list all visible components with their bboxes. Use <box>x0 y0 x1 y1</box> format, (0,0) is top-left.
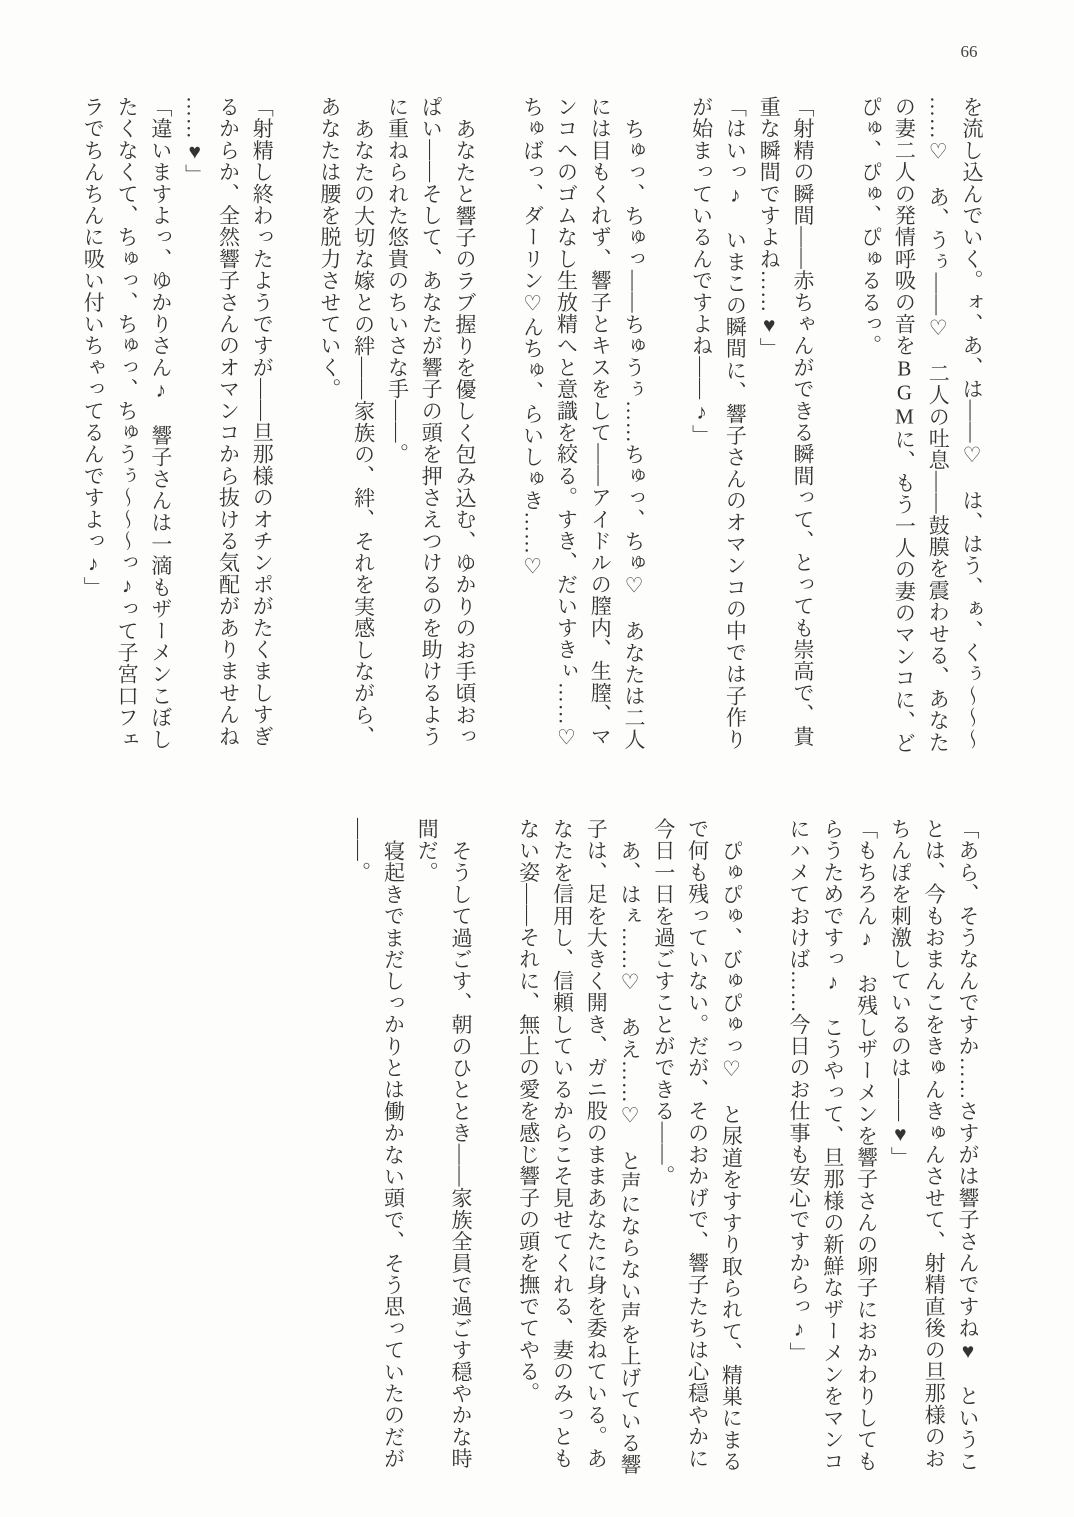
text-line: ぴゅ、ぴゅ、ぴゅるるっ。 <box>858 96 883 357</box>
text-line: らうためですっ♪ こうやって、旦那様の新鮮なザーメンをマンコ <box>820 818 845 1472</box>
text-line: 「はいっ♪ いまこの瞬間に、響子さんのオマンコの中では子作り <box>723 96 748 750</box>
text-line: 「射精し終わったようですが――旦那様のオチンポがたくましすぎ <box>250 96 275 747</box>
text-line: ちゅっ、ちゅっ――ちゅうぅ……ちゅっ、ちゅ♡ あなたは二人 <box>622 118 647 751</box>
text-line: 「違いますよっ、ゆかりさん♪ 響子さんは一滴もザーメンこぼし <box>148 96 173 750</box>
text-line: 今日一日を過ごすことができる――。 <box>651 818 676 1187</box>
text-line: にハメておけば……今日のお仕事も安心ですからっ♪」 <box>787 818 812 1364</box>
text-line: あなたの大切な嫁との絆――家族の、絆、それを実感しながら、 <box>351 118 376 748</box>
text-line: 寝起きでまだしっかりとは働かない頭で、そう思っていたのだが <box>381 840 406 1470</box>
blank-separator-line <box>747 818 781 1480</box>
text-line: あなたは腰を脱力させていく。 <box>317 96 342 400</box>
text-line: ……♡ あ、うぅ――♡ 二人の吐息――鼓膜を震わせる、あなた <box>926 96 951 753</box>
text-line: で何も残っていない。だが、そのおかげで、響子たちは心穏やかに <box>685 818 710 1469</box>
top-text-block <box>75 96 988 758</box>
text-line: には目もくれず、響子とキスをして――アイドルの膣内、生膣、マ <box>588 96 613 747</box>
text-line: ちゅばっ、ダーリン♡んちゅ、らいしゅき……♡ <box>520 96 545 580</box>
upright-latin-text: BGM <box>892 356 917 429</box>
text-line: 重な瞬間ですよね……♥」 <box>757 96 782 360</box>
text-line: ラでちんちんに吸い付いちゃってるんですよっ♪」 <box>81 96 106 599</box>
text-line: ンコへのゴムなし生放精へと意識を絞る。すき、だいすきぃ……♡ <box>554 96 579 750</box>
text-line: 「射精の瞬間――赤ちゃんができる瞬間って、とっても崇高で、貴 <box>791 96 816 747</box>
blank-separator-line <box>481 96 515 758</box>
text-line: の妻二人の発情呼吸の音をBGMに、もう一人の妻のマンコに、ど <box>892 96 917 754</box>
text-line: に重ねられた悠貴のちいさな手――。 <box>385 96 410 465</box>
text-line: ――。 <box>347 818 372 884</box>
text-line: ……♥」 <box>182 96 207 186</box>
text-line: ぱい――そして、あなたが響子の頭を押さえつけるのを助けるよう <box>419 96 444 747</box>
blank-separator-line <box>650 96 684 758</box>
text-line: あなたと響子のラブ握りを優しく包み込む、ゆかりのお手頃おっ <box>453 118 478 748</box>
blank-separator-line <box>278 96 312 758</box>
text-line: そうして過ごす、朝のひととき――家族全員で過ごす穏やかな時 <box>449 840 474 1470</box>
text-line: 「あら、そうなんですか……さすがは響子さんですね♥ というこ <box>956 818 980 1472</box>
text-line: を流し込んでいく。ォ、あ、は――♡ は、はう、ぁ、くぅ～～～ <box>960 96 984 750</box>
text-line: が始まっているんですよね――♪」 <box>689 96 714 447</box>
text-line: 間だ。 <box>415 818 440 884</box>
bottom-text-block <box>342 818 984 1480</box>
text-line: ぴゅぴゅ、びゅぴゅっ♡ と尿道をすすり取られて、精巣にまる <box>719 840 744 1473</box>
blank-separator-line <box>819 96 853 758</box>
text-line: とは、今もおまんこをきゅんきゅんさせて、射精直後の旦那様のお <box>922 818 947 1469</box>
text-line: 「もちろん♪ お残しザーメンを響子さんの卵子におかわりしても <box>854 818 879 1472</box>
text-line: あ、はぇ……♡ あえ……♡ と声にならない声を上げている響 <box>618 840 643 1476</box>
text-line: ちんぽを刺激しているのは――♥」 <box>888 818 913 1169</box>
blank-separator-line <box>477 818 511 1480</box>
text-line: るからか、全然響子さんのオマンコから抜ける気配がありませんね <box>216 96 241 747</box>
text-line: 子は、足を大きく開き、ガニ股のままあなたに身を委ねている。あ <box>584 818 609 1469</box>
text-line: なたを信用し、信頼しているからこそ見せてくれる、妻のみっとも <box>550 818 575 1469</box>
text-line: たくなくて、ちゅっ、ちゅっ、ちゅうぅ～～～っ♪って子宮口フェ <box>115 96 140 750</box>
text-line: ない姿――それに、無上の愛を感じ響子の頭を撫でてやる。 <box>516 818 541 1404</box>
page-number: 66 <box>960 42 978 61</box>
